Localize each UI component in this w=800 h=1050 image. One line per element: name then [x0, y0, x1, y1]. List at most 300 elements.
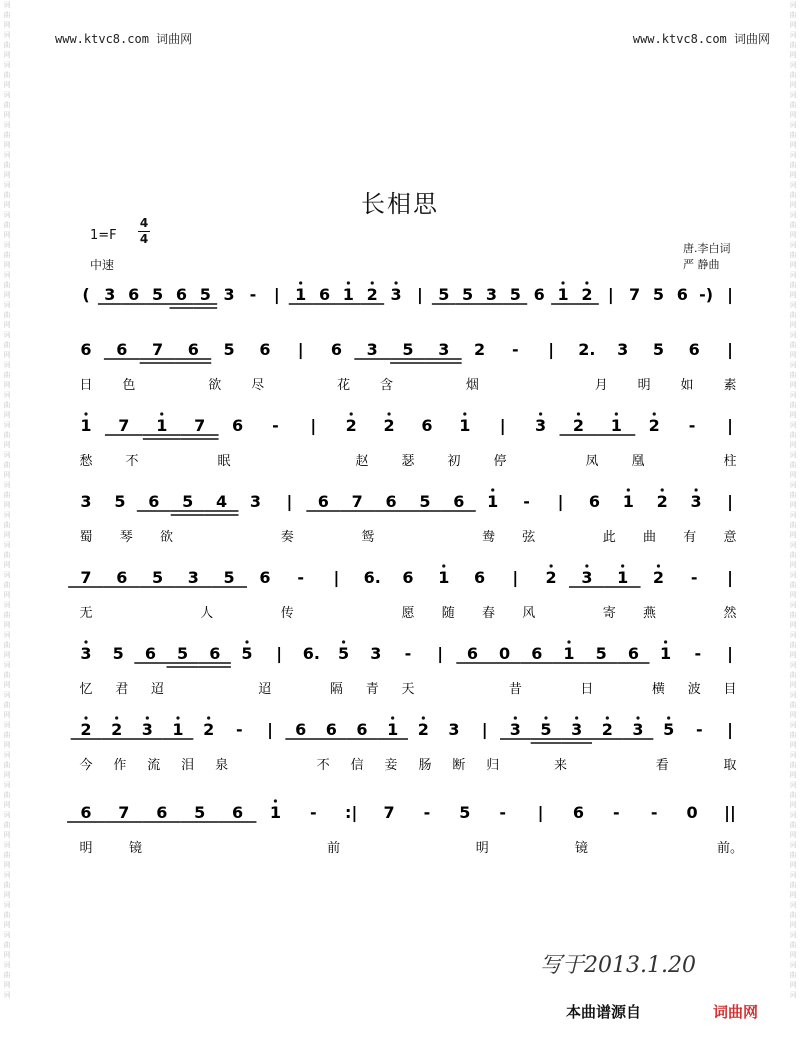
watermark-char: 词: [3, 31, 11, 39]
note: 3: [571, 720, 583, 739]
note: 3: [104, 285, 116, 304]
watermark-char: 词: [789, 211, 797, 219]
note: 1: [660, 644, 672, 663]
note: 3: [366, 340, 378, 359]
lyric-char: 迢: [151, 682, 165, 697]
note: 3: [80, 492, 92, 511]
watermark-char: 词: [3, 661, 11, 669]
watermark-char: 词: [3, 991, 11, 999]
meter-top: 4: [139, 216, 149, 230]
watermark-char: 词: [789, 241, 797, 249]
lyricist-credit: 唐.李白词: [683, 242, 731, 255]
watermark-char: 词: [3, 721, 11, 729]
barline: |: [727, 568, 733, 587]
barline: |: [297, 340, 304, 359]
watermark-char: 词: [789, 721, 797, 729]
note: 1: [610, 416, 622, 435]
lyric-char: 横: [651, 682, 665, 697]
note: 5: [223, 568, 235, 587]
watermark-char: 词: [789, 331, 797, 339]
watermark-char: 曲: [789, 251, 797, 259]
watermark-char: 曲: [789, 731, 797, 739]
note: 3: [690, 492, 702, 511]
note: -: [236, 720, 243, 739]
watermark-char: 曲: [3, 821, 11, 829]
watermark-char: 网: [3, 291, 11, 299]
watermark-char: 曲: [3, 11, 11, 19]
watermark-char: 曲: [3, 851, 11, 859]
watermark-char: 网: [789, 861, 797, 869]
lyric-char: 日: [79, 378, 93, 393]
lyric-char: 迢: [258, 682, 272, 697]
watermark-char: 网: [3, 951, 11, 959]
lyric-char: 日: [580, 682, 594, 697]
lyric-char: 今: [79, 758, 93, 773]
watermark-char: 网: [789, 411, 797, 419]
note: 5: [223, 340, 235, 359]
watermark-char: 网: [789, 441, 797, 449]
watermark-char: 词: [789, 781, 797, 789]
note: 5: [462, 285, 474, 304]
lyric-char: 隔: [329, 682, 343, 697]
barline: |: [727, 644, 733, 663]
note: 6: [209, 644, 221, 663]
note: 6: [325, 720, 337, 739]
note: 6: [627, 644, 639, 663]
lyric-char: 曲: [642, 530, 657, 545]
watermark-char: 曲: [789, 851, 797, 859]
lyric-char: 断: [452, 758, 466, 773]
note: 6: [473, 568, 486, 587]
watermark-char: 网: [3, 501, 11, 509]
watermark-char: 网: [789, 51, 797, 59]
watermark-char: 曲: [789, 101, 797, 109]
watermark-char: 网: [789, 381, 797, 389]
note: 6: [259, 568, 271, 587]
lyric-char: 泉: [215, 758, 229, 773]
tempo-marking: 中速: [90, 258, 115, 272]
song-title: 长相思: [361, 190, 439, 218]
high-octave-dot: [387, 412, 390, 415]
watermark-char: 网: [3, 831, 11, 839]
note: 3: [390, 285, 402, 304]
high-octave-dot: [176, 716, 179, 719]
lyric-char: 月: [594, 378, 608, 393]
watermark-char: 曲: [3, 581, 11, 589]
watermark-char: 词: [789, 151, 797, 159]
high-octave-dot: [84, 716, 87, 719]
note: 2: [383, 416, 395, 435]
watermark-char: 曲: [3, 461, 11, 469]
barline: |: [333, 568, 340, 587]
watermark-char: 曲: [789, 431, 797, 439]
note: 6: [421, 416, 433, 435]
note: 7: [351, 492, 363, 511]
lyric-char: 燕: [642, 606, 657, 621]
source-brand: 词曲网: [713, 1003, 759, 1021]
watermark-char: 词: [789, 361, 797, 369]
watermark-char: 词: [789, 91, 797, 99]
note: 3: [223, 285, 235, 304]
lyric-char: 欲: [208, 378, 222, 393]
watermark-char: 词: [3, 631, 11, 639]
watermark-char: 词: [3, 211, 11, 219]
handwritten-date-signature: 写于2013.1.20: [540, 953, 696, 978]
watermark-char: 词: [3, 511, 11, 519]
watermark-char: 词: [789, 121, 797, 129]
lyric-char: 此: [602, 530, 616, 545]
watermark-char: 网: [789, 231, 797, 239]
lyric-char: 看: [655, 758, 669, 773]
lyric-char: 取: [723, 758, 737, 773]
watermark-char: 网: [3, 531, 11, 539]
high-octave-dot: [575, 716, 578, 719]
watermark-char: 词: [789, 571, 797, 579]
high-octave-dot: [160, 412, 163, 415]
note: 6: [531, 644, 543, 663]
watermark-char: 曲: [789, 491, 797, 499]
note: 3: [370, 644, 382, 663]
high-octave-dot: [621, 564, 624, 567]
high-octave-dot: [514, 716, 517, 719]
barline: |: [267, 720, 273, 739]
note: 2: [581, 285, 593, 304]
note: 3: [249, 492, 262, 511]
lyric-char: 风: [522, 606, 536, 621]
lyric-char: 波: [687, 682, 701, 697]
watermark-char: 曲: [3, 551, 11, 559]
lyric-char: 鸯: [481, 530, 496, 545]
lyric-char: 妾: [384, 758, 398, 773]
watermark-char: 网: [3, 171, 11, 179]
lyric-char: 泪: [181, 758, 195, 773]
watermark-char: 网: [3, 651, 11, 659]
watermark-char: 词: [3, 961, 11, 969]
barline: |: [727, 416, 733, 435]
lyric-char: 镜: [574, 841, 588, 856]
lyric-char: 前。: [716, 841, 744, 856]
note: -: [650, 803, 658, 822]
barline: |: [727, 492, 733, 511]
watermark-char: 曲: [789, 641, 797, 649]
watermark-char: 网: [3, 231, 11, 239]
watermark-char: 网: [3, 981, 11, 989]
note: 3: [485, 285, 498, 304]
high-octave-dot: [539, 412, 542, 415]
note: 5: [509, 285, 521, 304]
note: 1: [557, 285, 569, 304]
lyric-char: 蜀: [79, 530, 93, 545]
note: 6: [453, 492, 465, 511]
note: 5: [402, 340, 414, 359]
watermark-char: 词: [3, 811, 11, 819]
watermark-char: 词: [3, 61, 11, 69]
watermark-char: 曲: [789, 941, 797, 949]
note: 2: [648, 416, 660, 435]
watermark-char: 曲: [3, 761, 11, 769]
watermark-char: 网: [789, 981, 797, 989]
note: 5: [112, 644, 124, 663]
source-label: 本曲谱源自: [566, 1003, 642, 1021]
meter-bottom: 4: [139, 232, 149, 246]
lyric-char: 作: [113, 758, 127, 773]
watermark-char: 网: [3, 351, 11, 359]
watermark-char: 曲: [789, 131, 797, 139]
lyric-char: 凰: [631, 454, 645, 469]
watermark-char: 词: [3, 691, 11, 699]
note: 7: [151, 340, 164, 359]
barline: |: [557, 492, 564, 511]
watermark-char: 词: [3, 391, 11, 399]
watermark-char: 网: [3, 861, 11, 869]
watermark-char: 网: [3, 801, 11, 809]
note: -: [297, 568, 304, 587]
watermark-char: 曲: [3, 251, 11, 259]
note: 6: [116, 340, 128, 359]
watermark-char: 曲: [789, 281, 797, 289]
watermark-char: 网: [789, 561, 797, 569]
note: 2: [345, 416, 357, 435]
watermark-char: 词: [789, 61, 797, 69]
watermark-char: 曲: [789, 311, 797, 319]
lyric-char: 不: [125, 454, 139, 469]
watermark-char: 词: [3, 451, 11, 459]
high-octave-dot: [245, 640, 248, 643]
watermark-char: 网: [3, 51, 11, 59]
watermark-char: 曲: [3, 491, 11, 499]
watermark-char: 曲: [3, 41, 11, 49]
watermark-char: 词: [789, 661, 797, 669]
high-octave-dot: [422, 716, 425, 719]
barline: |: [276, 644, 283, 663]
note: 6: [385, 492, 397, 511]
watermark-char: 词: [3, 181, 11, 189]
high-octave-dot: [342, 640, 345, 643]
watermark-char: 曲: [789, 461, 797, 469]
lyric-char: 赵: [355, 454, 369, 469]
note: 5: [177, 644, 189, 663]
lyric-char: 然: [723, 606, 737, 621]
watermark-char: 词: [3, 481, 11, 489]
watermark-char: 词: [789, 481, 797, 489]
note: 5: [151, 285, 164, 304]
watermark-char: 网: [3, 921, 11, 929]
note: 1: [295, 285, 307, 304]
note: 6.: [363, 568, 381, 587]
watermark-char: 网: [789, 111, 797, 119]
high-octave-dot: [491, 488, 494, 491]
watermark-char: 曲: [789, 911, 797, 919]
note: 1: [342, 285, 354, 304]
watermark-char: 曲: [789, 701, 797, 709]
note: 6: [688, 340, 700, 359]
note: 3: [187, 568, 199, 587]
barline: |: [499, 416, 506, 435]
note: 5: [194, 803, 206, 822]
watermark-char: 网: [789, 921, 797, 929]
barline: |: [437, 644, 444, 663]
note: 1: [563, 644, 575, 663]
note: 1: [172, 720, 184, 739]
note: 0: [686, 803, 698, 822]
watermark-char: 曲: [3, 161, 11, 169]
high-octave-dot: [585, 564, 588, 567]
watermark-char: 网: [3, 261, 11, 269]
note: 6: [128, 285, 140, 304]
note: 6: [259, 340, 271, 359]
watermark-char: 网: [3, 441, 11, 449]
watermark-char: 词: [3, 541, 11, 549]
watermark-char: 词: [789, 871, 797, 879]
watermark-char: 曲: [3, 521, 11, 529]
note: 1: [80, 416, 92, 435]
lyric-char: 奏: [280, 530, 294, 545]
lyric-char: 肠: [418, 758, 432, 773]
watermark-char: 曲: [3, 791, 11, 799]
note: -: [688, 416, 696, 435]
note: 7: [383, 803, 395, 822]
lyric-char: 眠: [217, 454, 231, 469]
watermark-char: 曲: [3, 71, 11, 79]
note: 7: [118, 416, 130, 435]
watermark-char: 曲: [3, 101, 11, 109]
watermark-char: 网: [789, 531, 797, 539]
watermark-char: 曲: [789, 881, 797, 889]
watermark-char: 网: [789, 201, 797, 209]
watermark-char: 网: [3, 81, 11, 89]
lyric-char: 花: [337, 378, 351, 393]
note: 3: [617, 340, 629, 359]
watermark-char: 曲: [3, 281, 11, 289]
high-octave-dot: [561, 281, 564, 284]
note: 6: [156, 803, 168, 822]
watermark-char: 曲: [3, 131, 11, 139]
watermark-char: 词: [3, 871, 11, 879]
note: -: [423, 803, 431, 822]
note: 3: [509, 720, 521, 739]
note: -: [404, 644, 412, 663]
note: 7: [194, 416, 206, 435]
watermark-char: 网: [789, 21, 797, 29]
barline: |: [607, 285, 614, 304]
high-octave-dot: [371, 281, 374, 284]
watermark-char: 网: [3, 321, 11, 329]
note: 5: [652, 285, 665, 304]
high-octave-dot: [636, 716, 639, 719]
note: 5: [114, 492, 126, 511]
note: 5: [459, 803, 471, 822]
watermark-char: 曲: [3, 431, 11, 439]
watermark-char: 词: [3, 1, 11, 9]
watermark-char: 曲: [3, 671, 11, 679]
note: 5: [338, 644, 350, 663]
watermark-char: 网: [3, 561, 11, 569]
lyric-char: 意: [723, 530, 737, 545]
note: 5: [540, 720, 552, 739]
note: -: [690, 568, 698, 587]
watermark-char: 网: [3, 591, 11, 599]
barline: |: [512, 568, 519, 587]
note: 6: [116, 568, 128, 587]
watermark-char: 网: [3, 621, 11, 629]
watermark-char: 网: [3, 891, 11, 899]
lyric-char: 昔: [508, 682, 522, 697]
high-octave-dot: [394, 281, 397, 284]
note: 0: [499, 644, 511, 663]
lyric-char: 停: [493, 454, 507, 469]
high-octave-dot: [274, 799, 277, 802]
note: 2.: [578, 340, 596, 359]
watermark-char: 曲: [789, 191, 797, 199]
barline: |: [417, 285, 423, 304]
note: 2: [417, 720, 429, 739]
watermark-char: 网: [3, 681, 11, 689]
note: (: [82, 285, 90, 304]
note: 5: [241, 644, 253, 663]
watermark-char: 网: [789, 621, 797, 629]
note: 2: [366, 285, 378, 304]
watermark-char: 曲: [3, 641, 11, 649]
watermark-char: 网: [3, 411, 11, 419]
lyric-char: 传: [280, 606, 294, 621]
watermark-char: 曲: [3, 971, 11, 979]
note: 3: [581, 568, 593, 587]
watermark-char: 曲: [789, 611, 797, 619]
lyric-char: 初: [447, 454, 461, 469]
watermark-char: 词: [789, 31, 797, 39]
barline: |: [537, 803, 544, 822]
watermark-char: 曲: [789, 671, 797, 679]
note: 2: [601, 720, 613, 739]
note: 6: [187, 340, 199, 359]
high-octave-dot: [347, 281, 350, 284]
note: 6: [231, 416, 244, 435]
watermark-char: 词: [3, 601, 11, 609]
watermark-char: 曲: [789, 41, 797, 49]
note: 5: [652, 340, 665, 359]
lyric-char: 欲: [159, 530, 174, 545]
watermark-char: 词: [3, 781, 11, 789]
watermark-char: 曲: [789, 161, 797, 169]
note: 1: [617, 568, 629, 587]
note: 1: [269, 803, 281, 822]
lyric-char: 弦: [522, 530, 536, 545]
watermark-char: 网: [789, 321, 797, 329]
lyric-char: 明: [79, 841, 93, 856]
watermark-char: 词: [789, 751, 797, 759]
note: -: [696, 720, 703, 739]
watermark-char: 词: [789, 271, 797, 279]
watermark-char: 词: [789, 541, 797, 549]
watermark-char: 网: [789, 741, 797, 749]
watermark-char: 词: [3, 91, 11, 99]
high-octave-dot: [544, 716, 547, 719]
high-octave-dot: [567, 640, 570, 643]
note: 3: [141, 720, 153, 739]
note: 3: [448, 720, 460, 739]
note: 6: [80, 803, 92, 822]
watermark-char: 词: [3, 361, 11, 369]
high-octave-dot: [207, 716, 210, 719]
lyric-char: 春: [481, 606, 496, 621]
note: 1: [156, 416, 168, 435]
note: 6: [356, 720, 368, 739]
note: -: [309, 803, 317, 822]
high-octave-dot: [577, 412, 580, 415]
watermark-char: 网: [789, 801, 797, 809]
watermark-char: 词: [3, 151, 11, 159]
high-octave-dot: [585, 281, 588, 284]
